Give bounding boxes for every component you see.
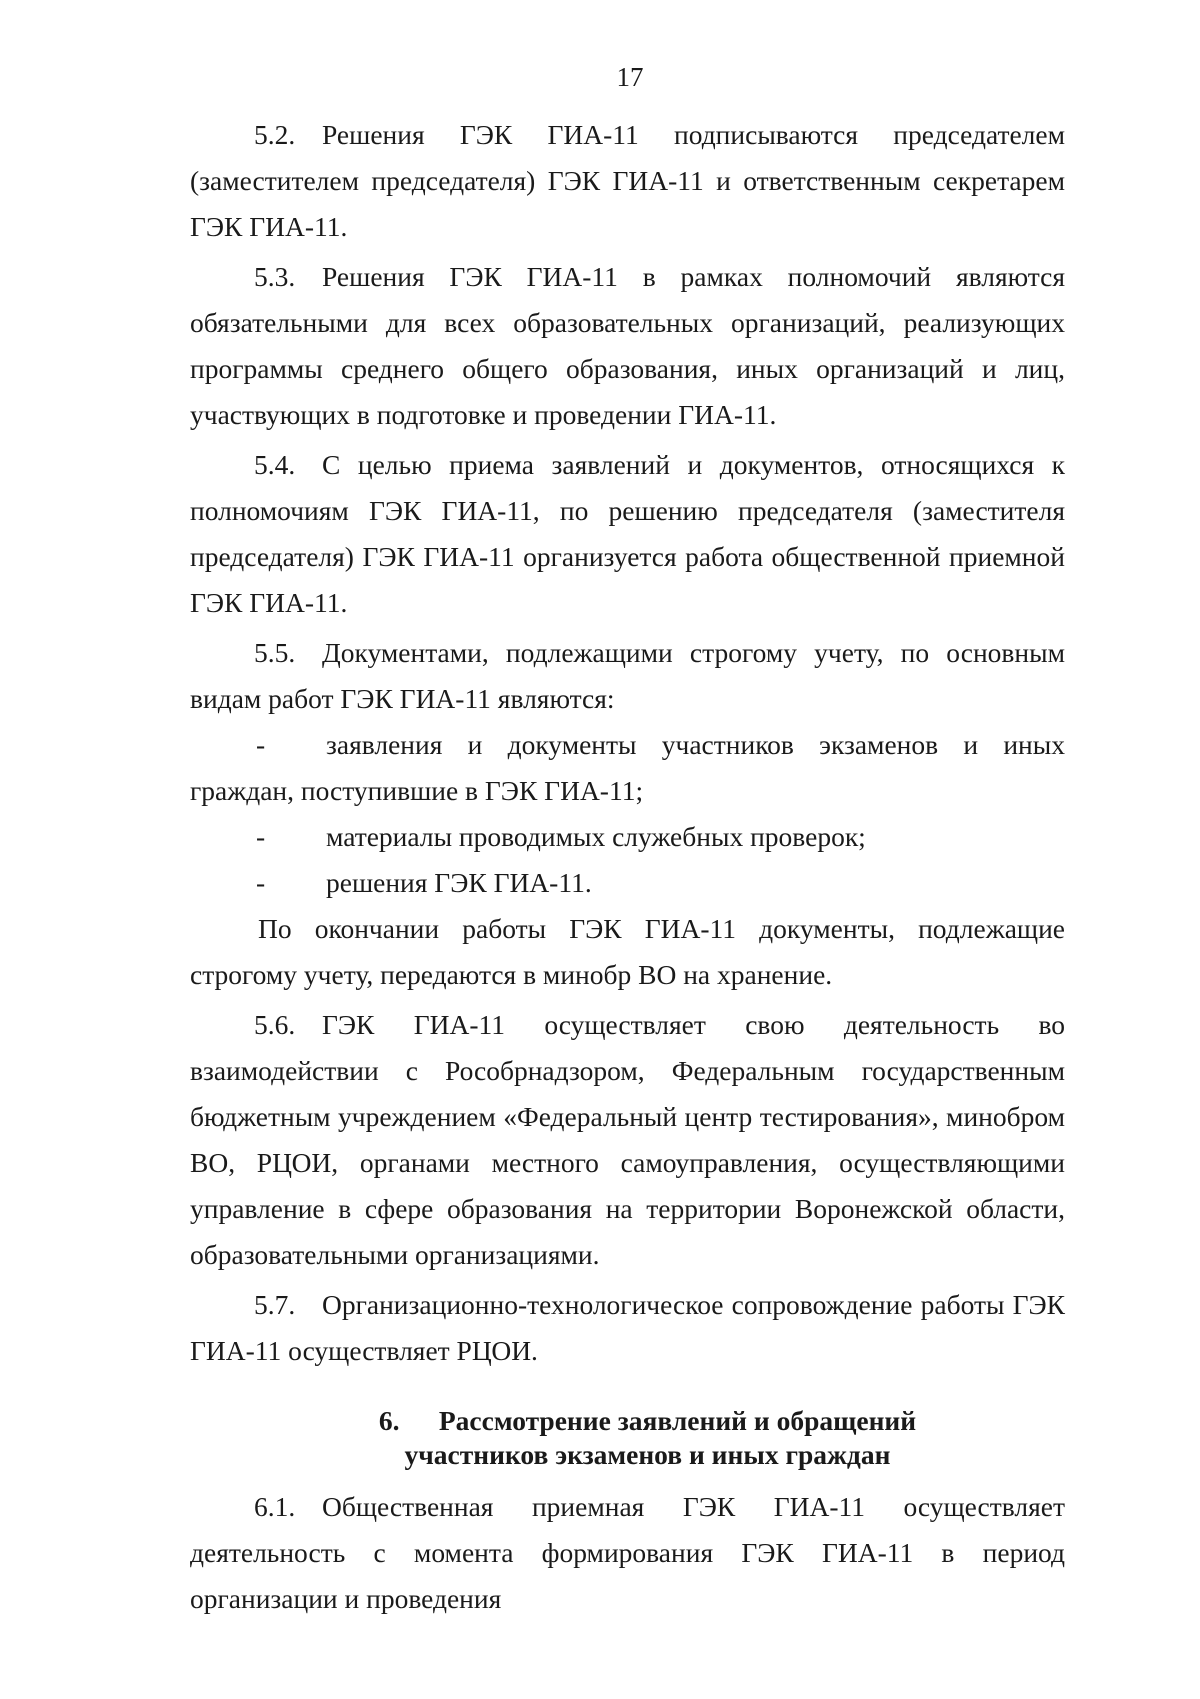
paragraph-5-4 xyxy=(190,442,1065,626)
list-item xyxy=(190,814,1065,860)
paragraph-6-1 xyxy=(190,1484,1065,1622)
section-title-line-2: участников экзаменов и иных граждан xyxy=(404,1439,891,1470)
paragraph-number: 5.6. xyxy=(254,1009,296,1040)
paragraph-5-3 xyxy=(190,254,1065,438)
paragraph-number: 5.2. xyxy=(254,119,296,150)
section-heading-line-1 xyxy=(230,1404,1065,1438)
list-dash: - xyxy=(256,729,266,760)
paragraph-text: Общественная приемная ГЭК ГИА-11 осуществляет деятельность с момента формирования ГЭК ГИА-11 в период организации и проведения xyxy=(190,1491,1065,1614)
list-item xyxy=(190,722,1065,814)
paragraph-number: 5.7. xyxy=(254,1289,296,1320)
paragraph-text: С целью приема заявлений и документов, относящихся к полномочиям ГЭК ГИА-11, по решению председателя (заместителя председателя) ГЭК ГИА-11 организуется работа общественной приемной ГЭК ГИА-11. xyxy=(190,449,1065,618)
paragraph-5-7 xyxy=(190,1282,1065,1374)
paragraph-number: 5.5. xyxy=(254,637,296,668)
list-item-text: материалы проводимых служебных проверок; xyxy=(326,821,866,852)
document-body xyxy=(190,112,1065,1622)
paragraph-number: 6.1. xyxy=(254,1491,296,1522)
paragraph-5-6 xyxy=(190,1002,1065,1278)
paragraph-number: 5.3. xyxy=(254,261,296,292)
section-6-heading xyxy=(190,1404,1065,1472)
page-number: 17 xyxy=(616,62,644,92)
paragraph-text: Организационно-технологическое сопровождение работы ГЭК ГИА-11 осуществляет РЦОИ. xyxy=(190,1289,1065,1366)
paragraph-text: Решения ГЭК ГИА-11 в рамках полномочий являются обязательными для всех образовательных организаций, реализующих программы среднего общего образования, иных организаций и лиц, участвующих в подготовке и проведении ГИА-11. xyxy=(190,261,1065,430)
section-number: 6. xyxy=(378,1405,400,1436)
paragraph-text: ГЭК ГИА-11 осуществляет свою деятельность во взаимодействии с Рособрнадзором, Федеральным государственным бюджетным учреждением «Федеральный центр тестирования», минобром ВО, РЦОИ, органами местного самоуправления, осуществляющими управление в сфере образования на территории Воронежской области, образовательными организациями. xyxy=(190,1009,1065,1270)
list-item-text: решения ГЭК ГИА-11. xyxy=(326,867,592,898)
section-title-line-1: Рассмотрение заявлений и обращений xyxy=(438,1405,917,1436)
paragraph-number: 5.4. xyxy=(254,449,296,480)
list-item xyxy=(190,860,1065,906)
paragraph-text: Решения ГЭК ГИА-11 подписываются председателем (заместителем председателя) ГЭК ГИА-11 и ответственным секретарем ГЭК ГИА-11. xyxy=(190,119,1065,242)
list-item-text: заявления и документы участников экзаменов и иных граждан, поступившие в ГЭК ГИА-11; xyxy=(190,729,1065,806)
paragraph-5-2 xyxy=(190,112,1065,250)
list-dash: - xyxy=(256,821,266,852)
paragraph-text: Документами, подлежащими строгому учету, по основным видам работ ГЭК ГИА-11 являются: xyxy=(190,637,1065,714)
paragraph-5-5-closing: По окончании работы ГЭК ГИА-11 документы, подлежащие строгому учету, передаются в минобр ВО на хранение. xyxy=(190,913,1065,990)
list-dash: - xyxy=(256,867,266,898)
paragraph-5-5 xyxy=(190,630,1065,722)
